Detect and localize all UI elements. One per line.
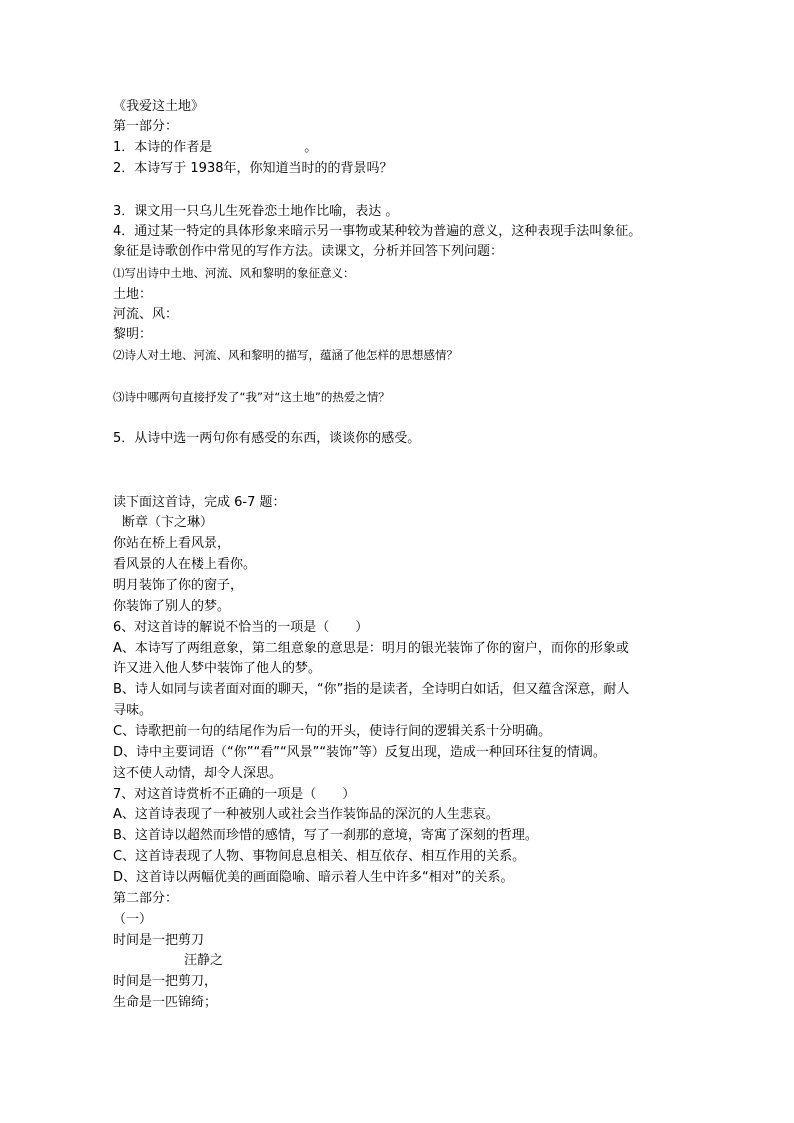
option-7b: B、这首诗以超然而珍惜的感情，写了一刹那的意境，寄寓了深刻的哲理。 (113, 828, 538, 843)
question-1 (113, 139, 317, 157)
question-4-line-2: 象征是诗歌创作中常见的写作方法。读课文，分析并回答下列问题： (113, 244, 504, 259)
question-1-end: 。 (304, 140, 318, 155)
question-1-text: 1．本诗的作者是 (113, 140, 213, 155)
option-7c: C、这首诗表现了人物、事物间息息相关、相互依存、相互作用的关系。 (113, 849, 526, 864)
option-6a-line-2: 许又进入他人梦中装饰了他人的梦。 (113, 661, 322, 676)
poem-2-title: 时间是一把剪刀 (113, 933, 205, 948)
option-6d-line-2: 这不使人动情，却令人深思。 (113, 766, 283, 781)
option-6b-line-2: 寻味。 (113, 703, 153, 718)
poem-title: 断章（卞之琳） (122, 515, 214, 530)
option-6b-line-1: B、诗人如同与读者面对面的聊天，“你”指的是读者，全诗明白如话，但又蕴含深意，耐人 (113, 682, 630, 697)
question-2: 2．本诗写于 1938年，你知道当时的的背景吗？ (113, 161, 393, 176)
part-one-heading: 第一部分： (113, 119, 179, 134)
section-1-marker: （一） (113, 912, 153, 927)
answer-label-river-wind: 河流、风： (113, 307, 179, 322)
question-6: 6、对这首诗的解说不恰当的一项是（ ） (113, 620, 369, 635)
document-title: 《我爱这土地》 (113, 99, 205, 114)
question-5: 5．从诗中选一两句你有感受的东西，谈谈你的感受。 (113, 431, 421, 446)
poem-line-4: 你装饰了别人的梦。 (113, 599, 231, 614)
question-4-sub-3: ⑶诗中哪两句直接抒发了“我”对“这土地”的热爱之情？ (113, 390, 390, 404)
answer-label-land: 土地： (113, 287, 153, 302)
option-6d-line-1: D、诗中主要词语（“你”“看”“风景”“装饰”等）反复出现，造成一种回环往复的情调。 (113, 745, 606, 760)
option-6c: C、诗歌把前一句的结尾作为后一句的开头，使诗行间的逻辑关系十分明确。 (113, 724, 552, 739)
question-4-sub-2: ⑵诗人对土地、河流、风和黎明的描写，蕴涵了他怎样的思想感情？ (113, 348, 458, 362)
poem-2-line-1: 时间是一把剪刀， (113, 974, 218, 989)
question-4-line-1: 4．通过某一特定的具体形象来暗示另一事物或某种较为普遍的意义，这种表现手法叫象征。 (113, 224, 642, 239)
poem-line-3: 明月装饰了你的窗子， (113, 578, 244, 593)
poem-line-2: 看风景的人在楼上看你。 (113, 557, 257, 572)
reading-instruction: 读下面这首诗，完成 6-7 题： (113, 495, 286, 510)
option-6a-line-1: A、本诗写了两组意象，第二组意象的意思是：明月的银光装饰了你的窗户，而你的形象或 (113, 641, 629, 656)
option-7d: D、这首诗以两幅优美的画面隐喻、暗示着人生中许多“相对”的关系。 (113, 870, 514, 885)
option-7a: A、这首诗表现了一种被别人或社会当作装饰品的深沉的人生悲哀。 (113, 807, 499, 822)
poem-2-author: 汪静之 (184, 953, 224, 968)
question-4-sub-1: ⑴写出诗中土地、河流、风和黎明的象征意义： (113, 266, 355, 280)
question-3: 3．课文用一只乌儿生死眷恋土地作比喻，表达 。 (113, 204, 399, 219)
poem-line-1: 你站在桥上看风景， (113, 536, 231, 551)
answer-label-dawn: 黎明： (113, 327, 153, 342)
question-7: 7、对这首诗赏析不正确的一项是（ ） (113, 787, 356, 802)
poem-2-line-2: 生命是一匹锦绮； (113, 995, 218, 1010)
part-two-heading: 第二部分： (113, 891, 179, 906)
